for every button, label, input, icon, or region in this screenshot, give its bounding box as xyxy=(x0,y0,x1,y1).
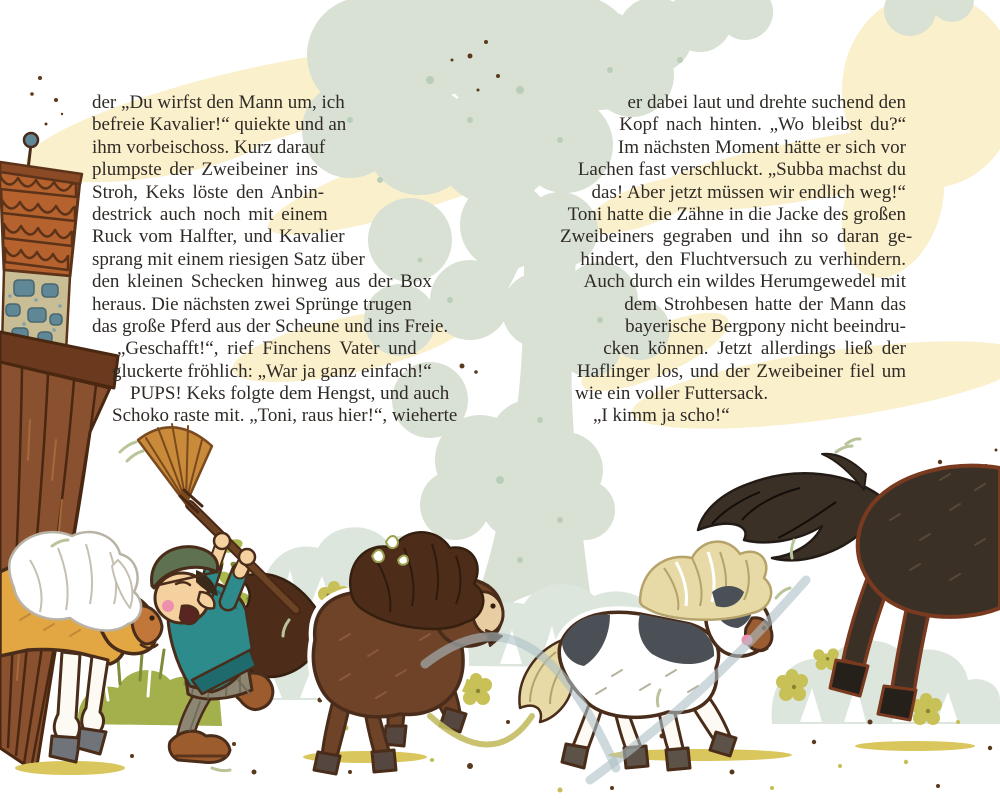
text-line: destrick auch noch mit einem xyxy=(92,203,328,225)
pony-hoof xyxy=(314,752,340,774)
text-line: bayerische Bergpony nicht beeindru- xyxy=(625,315,906,337)
piebald-hoof xyxy=(710,732,736,756)
text-line: gluckerte fröhlich: „War ja ganz einfach!“ xyxy=(112,360,432,382)
text-line: Toni hatte die Zähne in die Jacke des großen xyxy=(567,203,906,225)
text-line: das! Aber jetzt müssen wir endlich weg!“ xyxy=(591,181,906,203)
text-line: ihm vorbeischoss. Kurz darauf xyxy=(92,136,326,158)
text-line: Stroh, Keks löste den Anbin- xyxy=(92,181,325,203)
haflinger-leg xyxy=(82,656,108,734)
text-line: der „Du wirfst den Mann um, ich xyxy=(92,92,345,113)
text-line: „I kimm ja scho!“ xyxy=(593,405,730,427)
text-line: den kleinen Schecken hinweg aus der Box xyxy=(92,271,432,293)
text-line: Kopf nach hinten. „Wo bleibst du?“ xyxy=(619,114,906,136)
text-line: wie ein voller Futtersack. xyxy=(575,383,769,405)
text-line: Lachen fast verschluckt. „Subba machst du xyxy=(577,159,906,181)
text-line: das große Pferd aus der Scheune und ins Freie. xyxy=(92,315,449,337)
haflinger-hoof xyxy=(78,728,106,754)
cheek xyxy=(162,600,174,612)
pony-hoof xyxy=(372,750,396,772)
text-line: Zweibeiners gegraben und ihn so daran ge- xyxy=(560,226,913,248)
right-text-column xyxy=(560,92,913,428)
text-line: cken können. Jetzt allerdings ließ der xyxy=(603,338,906,360)
piebald-mane xyxy=(640,542,771,620)
piebald-hoof xyxy=(562,744,588,768)
text-line: „Geschafft!“, rief Finchens Vater und xyxy=(117,338,417,360)
haflinger-leg xyxy=(54,652,80,742)
open-mouth xyxy=(180,606,198,624)
text-line: hindert, den Fluchtversuch zu verhindern. xyxy=(580,248,906,270)
text-line: heraus. Die nächsten zwei Sprünge trugen xyxy=(92,293,412,315)
horse-hoof xyxy=(830,660,868,696)
text-line: Haflinger los, und der Zweibeiner fiel um xyxy=(576,360,906,382)
text-line: dem Strohbesen hatte der Mann das xyxy=(624,293,906,315)
left-text-column xyxy=(92,92,458,428)
text-line: sprang mit einem riesigen Satz über xyxy=(92,248,365,270)
text-line: Auch durch ein wildes Herumgewedel mit xyxy=(583,271,906,293)
boot-front xyxy=(169,731,230,762)
text-line: PUPS! Keks folgte dem Hengst, und auch xyxy=(130,383,450,405)
text-line: er dabei laut und drehte suchend den xyxy=(627,92,906,113)
haflinger-hoof xyxy=(50,736,80,762)
text-line: plumpste der Zweibeiner ins xyxy=(92,159,318,181)
text-line: Ruck vom Halfter, und Kavalier xyxy=(92,226,345,248)
text-line: Schoko raste mit. „Toni, raus hier!“, wieherte xyxy=(112,405,458,427)
text-line: Im nächsten Moment hätte er sich vor xyxy=(617,136,906,158)
text-line: befreie Kavalier!“ quiekte und an xyxy=(92,114,347,136)
horse-hoof xyxy=(878,686,916,720)
piebald-hoof xyxy=(666,748,690,770)
antenna-ball xyxy=(24,133,38,147)
